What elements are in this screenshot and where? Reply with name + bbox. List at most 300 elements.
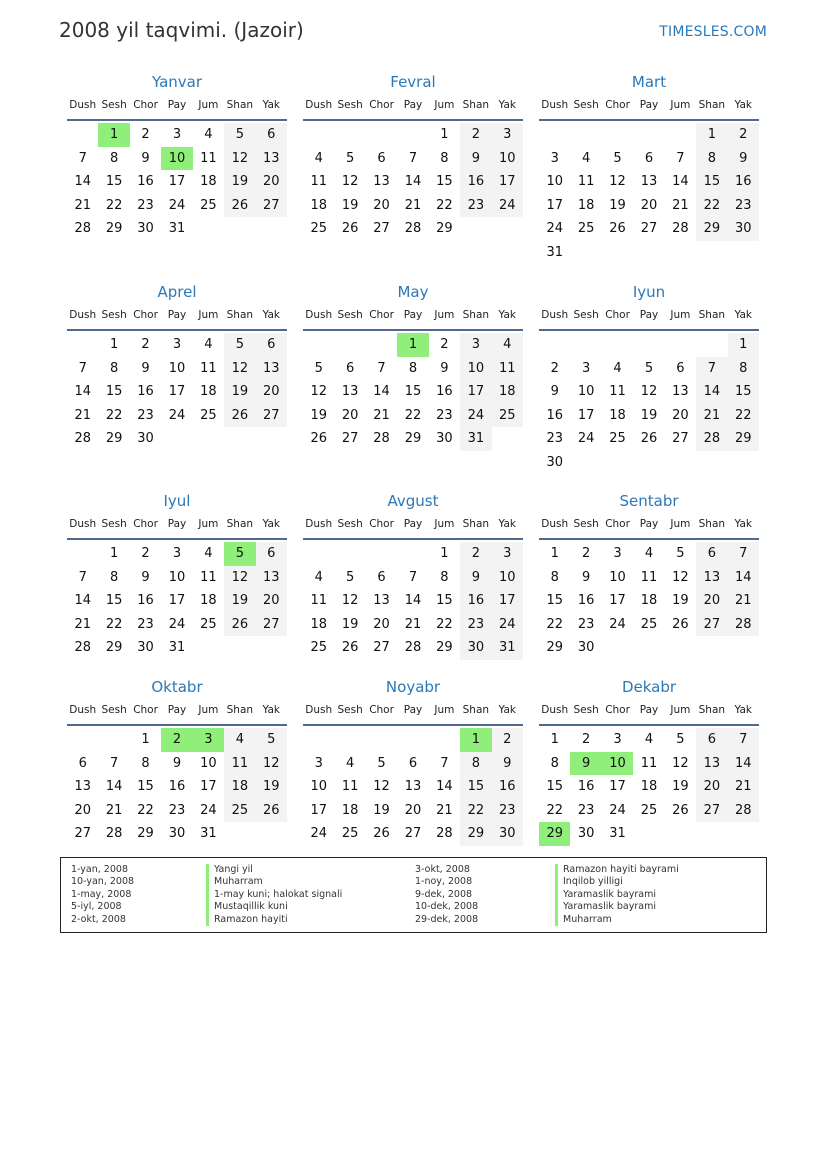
day-cell: 8: [550, 569, 559, 585]
month-name: Oktabr: [151, 678, 203, 696]
day-cell: 21: [436, 802, 453, 818]
holiday-day-cell: 29: [539, 822, 570, 846]
day-cell: 6: [345, 360, 355, 376]
day-cell: 1: [109, 337, 119, 352]
day-cell: 28: [74, 221, 91, 236]
legend-date: 1-noy, 2008: [415, 876, 473, 888]
day-cell: 1: [550, 546, 559, 561]
day-cell: 3: [172, 127, 182, 142]
day-cell: 3: [172, 546, 182, 561]
day-cell: 25: [577, 221, 595, 236]
day-cell: 9: [460, 147, 491, 171]
day-cell: 13: [256, 147, 287, 171]
day-cell: 9: [141, 360, 150, 376]
day-cell: 22: [436, 616, 453, 632]
month-name: Fevral: [390, 73, 436, 91]
day-cell: 26: [341, 221, 359, 236]
day-cell: 20: [74, 802, 91, 818]
day-cell: 21: [672, 197, 689, 213]
weekday-label: Chor: [369, 309, 394, 321]
day-cell: 22: [546, 616, 563, 632]
day-cell: 18: [609, 407, 626, 423]
day-cell: 19: [224, 170, 255, 194]
day-cell: 7: [377, 360, 386, 376]
weekday-label: Jum: [670, 518, 691, 530]
weekday-header: [303, 309, 523, 331]
weekday-label: Pay: [403, 704, 423, 716]
day-cell: 11: [492, 357, 523, 381]
holiday-day-cell: 10: [602, 752, 633, 776]
day-cell: 23: [137, 616, 154, 632]
day-cell: 30: [137, 640, 154, 655]
legend-names-left: [206, 864, 342, 926]
weekday-label: Yak: [498, 518, 517, 530]
weekday-header: [539, 704, 759, 726]
day-cell: 9: [460, 566, 491, 590]
weekday-label: Sesh: [573, 99, 599, 111]
day-cell: 17: [168, 174, 186, 189]
day-cell: 18: [200, 593, 217, 608]
day-cell: 27: [373, 640, 390, 655]
day-cell: 4: [314, 569, 323, 585]
day-cell: 9: [492, 752, 523, 776]
day-cell: 24: [577, 431, 595, 446]
day-cell: 24: [546, 221, 563, 236]
day-cell: 17: [460, 380, 491, 404]
weekday-label: Pay: [403, 518, 423, 530]
day-cell: 8: [550, 755, 559, 771]
legend-date: 10-yan, 2008: [71, 876, 135, 888]
day-cell: 13: [696, 752, 727, 776]
day-cell: 1: [440, 546, 449, 561]
day-cell: 11: [341, 779, 359, 794]
day-cell: 17: [609, 779, 626, 794]
day-cell: 24: [200, 802, 217, 818]
day-cell: 8: [440, 150, 449, 166]
day-cell: 12: [640, 384, 658, 399]
legend-holiday-name: Yaramaslik bayrami: [555, 901, 679, 913]
day-cell: 11: [310, 174, 327, 189]
day-cell: 14: [105, 779, 123, 794]
day-cell: 27: [256, 613, 287, 637]
day-cell: 11: [200, 150, 217, 166]
day-cell: 28: [696, 427, 727, 451]
day-cell: 5: [345, 569, 355, 585]
weekday-label: Jum: [434, 704, 455, 716]
weekday-header: [539, 309, 759, 331]
day-cell: 21: [105, 802, 123, 818]
day-cell: 31: [546, 244, 563, 260]
day-cell: 25: [200, 197, 217, 213]
weekday-label: Chor: [133, 518, 158, 530]
weekday-label: Yak: [734, 99, 753, 111]
day-cell: 4: [204, 337, 213, 352]
day-cell: 1: [728, 333, 759, 357]
day-cell: 27: [341, 431, 359, 446]
day-cell: 27: [640, 221, 658, 236]
day-cell: 27: [696, 799, 727, 823]
day-cell: 18: [640, 593, 658, 608]
day-cell: 16: [137, 593, 154, 608]
day-cell: 24: [492, 194, 523, 218]
day-cell: 30: [728, 217, 759, 241]
day-cell: 2: [460, 123, 491, 147]
weekday-header: [67, 518, 287, 540]
day-cell: 5: [644, 360, 654, 376]
day-cell: 25: [341, 826, 359, 841]
day-cell: 18: [224, 775, 255, 799]
day-cell: 18: [577, 197, 595, 213]
day-cell: 10: [492, 147, 523, 171]
day-cell: 28: [404, 221, 422, 236]
day-cell: 5: [676, 546, 685, 561]
day-cell: 10: [492, 566, 523, 590]
day-cell: 23: [168, 802, 186, 818]
day-cell: 21: [373, 407, 390, 423]
day-cell: 19: [672, 779, 689, 794]
day-cell: 26: [672, 616, 689, 632]
day-cell: 10: [460, 357, 491, 381]
day-cell: 14: [74, 384, 91, 399]
day-cell: 7: [676, 150, 685, 166]
day-cell: 13: [256, 566, 287, 590]
day-cell: 2: [728, 123, 759, 147]
weekday-label: Jum: [670, 99, 691, 111]
day-cell: 12: [224, 357, 255, 381]
day-cell: 16: [137, 174, 154, 189]
day-cell: 7: [728, 542, 759, 566]
day-cell: 3: [460, 333, 491, 357]
day-cell: 30: [460, 636, 491, 660]
day-cell: 31: [168, 640, 186, 655]
day-cell: 11: [609, 384, 626, 399]
day-cell: 7: [78, 569, 87, 585]
weekday-label: Pay: [403, 99, 423, 111]
day-cell: 26: [672, 802, 689, 818]
weekday-label: Chor: [133, 704, 158, 716]
weekday-label: Dush: [69, 518, 97, 530]
weekday-label: Chor: [605, 704, 630, 716]
holiday-legend: [60, 857, 767, 933]
day-cell: 3: [492, 123, 523, 147]
day-cell: 13: [672, 384, 689, 399]
day-cell: 10: [310, 779, 327, 794]
day-cell: 8: [141, 755, 150, 771]
weekday-label: Sesh: [573, 309, 599, 321]
day-cell: 23: [577, 802, 595, 818]
day-cell: 11: [640, 755, 658, 771]
day-cell: 4: [224, 728, 255, 752]
day-cell: 6: [408, 755, 418, 771]
day-cell: 22: [696, 194, 727, 218]
weekday-label: Sesh: [337, 309, 363, 321]
weekday-label: Shan: [462, 704, 490, 716]
day-cell: 18: [492, 380, 523, 404]
holiday-day-cell: 3: [193, 728, 224, 752]
day-cell: 20: [373, 197, 390, 213]
day-cell: 1: [440, 127, 449, 142]
day-cell: 24: [168, 197, 186, 213]
day-cell: 9: [728, 147, 759, 171]
day-cell: 2: [492, 728, 523, 752]
weekday-label: Yak: [734, 704, 753, 716]
day-cell: 23: [577, 616, 595, 632]
day-cell: 16: [168, 779, 186, 794]
day-cell: 28: [74, 640, 91, 655]
day-cell: 17: [492, 170, 523, 194]
day-cell: 4: [644, 546, 654, 561]
day-cell: 9: [141, 150, 150, 166]
day-cell: 28: [728, 799, 759, 823]
day-cell: 25: [640, 802, 658, 818]
day-cell: 14: [404, 174, 422, 189]
day-cell: 15: [728, 380, 759, 404]
weekday-label: Chor: [605, 518, 630, 530]
day-cell: 17: [492, 589, 523, 613]
weekday-label: Sesh: [337, 704, 363, 716]
holiday-day-cell: 9: [570, 752, 601, 776]
day-cell: 14: [728, 566, 759, 590]
weekday-label: Chor: [133, 309, 158, 321]
day-cell: 22: [546, 802, 563, 818]
month-name: Dekabr: [621, 678, 677, 696]
day-cell: 2: [440, 337, 449, 352]
day-cell: 3: [613, 732, 622, 747]
day-cell: 7: [696, 357, 727, 381]
day-cell: 30: [546, 454, 563, 470]
day-cell: 20: [696, 775, 727, 799]
day-cell: 26: [341, 640, 359, 655]
day-cell: 26: [310, 431, 327, 446]
weekday-label: Dush: [541, 309, 569, 321]
day-cell: 21: [74, 407, 91, 423]
weekday-header: [303, 518, 523, 540]
day-cell: 24: [310, 826, 327, 841]
day-cell: 28: [728, 613, 759, 637]
day-cell: 20: [404, 802, 422, 818]
weekday-label: Dush: [305, 309, 333, 321]
day-cell: 14: [373, 384, 390, 399]
weekday-label: Pay: [167, 704, 187, 716]
day-cell: 30: [577, 826, 595, 841]
day-cell: 29: [546, 640, 563, 655]
day-cell: 18: [310, 197, 327, 213]
weekday-label: Jum: [198, 99, 219, 111]
day-cell: 22: [728, 404, 759, 428]
day-cell: 2: [581, 732, 591, 747]
day-cell: 11: [200, 569, 217, 585]
day-cell: 3: [172, 337, 182, 352]
weekday-label: Shan: [698, 99, 726, 111]
weekday-label: Dush: [69, 99, 97, 111]
legend-holiday-name: Yangi yil: [206, 864, 342, 876]
day-cell: 23: [137, 407, 154, 423]
day-cell: 6: [256, 542, 287, 566]
weekday-label: Sesh: [337, 99, 363, 111]
day-cell: 19: [224, 589, 255, 613]
day-cell: 14: [74, 593, 91, 608]
day-cell: 11: [200, 360, 217, 376]
day-cell: 13: [640, 174, 658, 189]
day-cell: 30: [577, 640, 595, 655]
day-cell: 25: [492, 404, 523, 428]
weekday-label: Jum: [198, 309, 219, 321]
day-cell: 1: [696, 123, 727, 147]
month-name: Sentabr: [619, 492, 679, 510]
day-cell: 20: [640, 197, 658, 213]
weekday-label: Pay: [403, 309, 423, 321]
day-cell: 15: [105, 384, 123, 399]
day-cell: 6: [696, 542, 727, 566]
day-cell: 30: [492, 822, 523, 846]
month-name: Noyabr: [385, 678, 441, 696]
day-cell: 4: [644, 732, 654, 747]
day-cell: 21: [74, 197, 91, 213]
day-cell: 18: [200, 174, 217, 189]
day-cell: 4: [345, 755, 355, 771]
day-cell: 18: [341, 802, 359, 818]
month-name: Yanvar: [151, 73, 203, 91]
day-cell: 13: [74, 779, 91, 794]
legend-date: 10-dek, 2008: [415, 901, 479, 913]
weekday-label: Shan: [698, 309, 726, 321]
weekday-label: Dush: [69, 704, 97, 716]
legend-names-right: [555, 864, 679, 926]
day-cell: 24: [609, 616, 626, 632]
day-cell: 26: [609, 221, 626, 236]
day-cell: 25: [224, 799, 255, 823]
weekday-label: Shan: [462, 518, 490, 530]
weekday-label: Yak: [262, 99, 281, 111]
day-cell: 26: [640, 431, 658, 446]
day-cell: 14: [696, 380, 727, 404]
day-cell: 23: [436, 407, 453, 423]
weekday-label: Sesh: [573, 518, 599, 530]
weekday-label: Pay: [167, 99, 187, 111]
weekday-label: Jum: [198, 704, 219, 716]
weekday-label: Yak: [498, 704, 517, 716]
weekday-label: Jum: [670, 309, 691, 321]
day-cell: 27: [373, 221, 390, 236]
day-cell: 15: [436, 593, 453, 608]
legend-holiday-name: 1-may kuni; halokat signali: [206, 889, 342, 901]
day-cell: 12: [341, 593, 359, 608]
weekday-label: Pay: [639, 309, 659, 321]
weekday-header: [303, 704, 523, 726]
day-cell: 22: [436, 197, 453, 213]
day-cell: 20: [696, 589, 727, 613]
day-cell: 24: [609, 802, 626, 818]
weekday-label: Dush: [305, 704, 333, 716]
weekday-label: Shan: [462, 99, 490, 111]
weekday-label: Sesh: [337, 518, 363, 530]
day-cell: 24: [168, 616, 186, 632]
day-cell: 5: [224, 333, 255, 357]
day-cell: 5: [676, 732, 685, 747]
day-cell: 31: [168, 221, 186, 236]
day-cell: 29: [696, 217, 727, 241]
legend-date: 9-dek, 2008: [415, 888, 473, 900]
day-cell: 6: [377, 150, 386, 166]
day-cell: 19: [640, 407, 658, 423]
weekday-header: [539, 99, 759, 121]
day-cell: 29: [105, 640, 123, 655]
day-cell: 4: [314, 150, 323, 166]
day-cell: 28: [373, 431, 390, 446]
day-cell: 3: [314, 755, 323, 771]
day-cell: 27: [696, 613, 727, 637]
day-cell: 22: [105, 407, 123, 423]
legend-dates-left: [71, 864, 134, 926]
day-cell: 11: [640, 569, 658, 585]
weekday-label: Yak: [262, 309, 281, 321]
day-cell: 6: [78, 755, 87, 771]
day-cell: 28: [672, 221, 689, 236]
day-cell: 18: [200, 384, 217, 399]
day-cell: 15: [137, 779, 154, 794]
weekday-label: Shan: [698, 704, 726, 716]
day-cell: 12: [341, 174, 359, 189]
month-name: Iyun: [632, 283, 666, 301]
weekday-label: Pay: [639, 518, 659, 530]
day-cell: 19: [341, 616, 359, 632]
legend-date: 29-dek, 2008: [415, 913, 479, 925]
weekday-label: Sesh: [101, 518, 127, 530]
weekday-label: Chor: [369, 99, 394, 111]
day-cell: 25: [200, 407, 217, 423]
day-cell: 28: [404, 640, 422, 655]
day-cell: 14: [436, 779, 453, 794]
weekday-label: Sesh: [101, 99, 127, 111]
day-cell: 15: [546, 593, 563, 608]
day-cell: 24: [168, 407, 186, 423]
site-link[interactable]: TIMESLES.COM: [659, 24, 767, 40]
legend-holiday-name: Ramazon hayiti: [206, 914, 342, 926]
day-cell: 3: [613, 546, 622, 561]
weekday-label: Yak: [734, 309, 753, 321]
day-cell: 9: [172, 755, 182, 771]
legend-holiday-name: Muharram: [206, 876, 342, 888]
day-cell: 5: [377, 755, 386, 771]
weekday-label: Chor: [133, 99, 158, 111]
day-cell: 17: [200, 779, 217, 794]
day-cell: 19: [224, 380, 255, 404]
day-cell: 12: [224, 566, 255, 590]
legend-date: 3-okt, 2008: [415, 864, 470, 875]
day-cell: 22: [460, 799, 491, 823]
day-cell: 19: [256, 775, 287, 799]
day-cell: 2: [581, 546, 591, 561]
day-cell: 11: [577, 174, 595, 189]
day-cell: 13: [373, 174, 390, 189]
day-cell: 25: [310, 640, 327, 655]
day-cell: 27: [672, 431, 689, 446]
day-cell: 8: [109, 360, 119, 376]
weekday-label: Pay: [639, 704, 659, 716]
day-cell: 9: [581, 569, 591, 585]
day-cell: 12: [609, 174, 626, 189]
day-cell: 10: [168, 360, 186, 376]
weekday-label: Pay: [639, 99, 659, 111]
day-cell: 10: [577, 384, 595, 399]
day-cell: 15: [105, 593, 123, 608]
legend-holiday-name: Inqilob yilligi: [555, 876, 679, 888]
day-cell: 26: [373, 826, 390, 841]
weekday-label: Sesh: [101, 309, 127, 321]
day-cell: 5: [613, 150, 622, 166]
day-cell: 10: [168, 569, 186, 585]
day-cell: 15: [696, 170, 727, 194]
